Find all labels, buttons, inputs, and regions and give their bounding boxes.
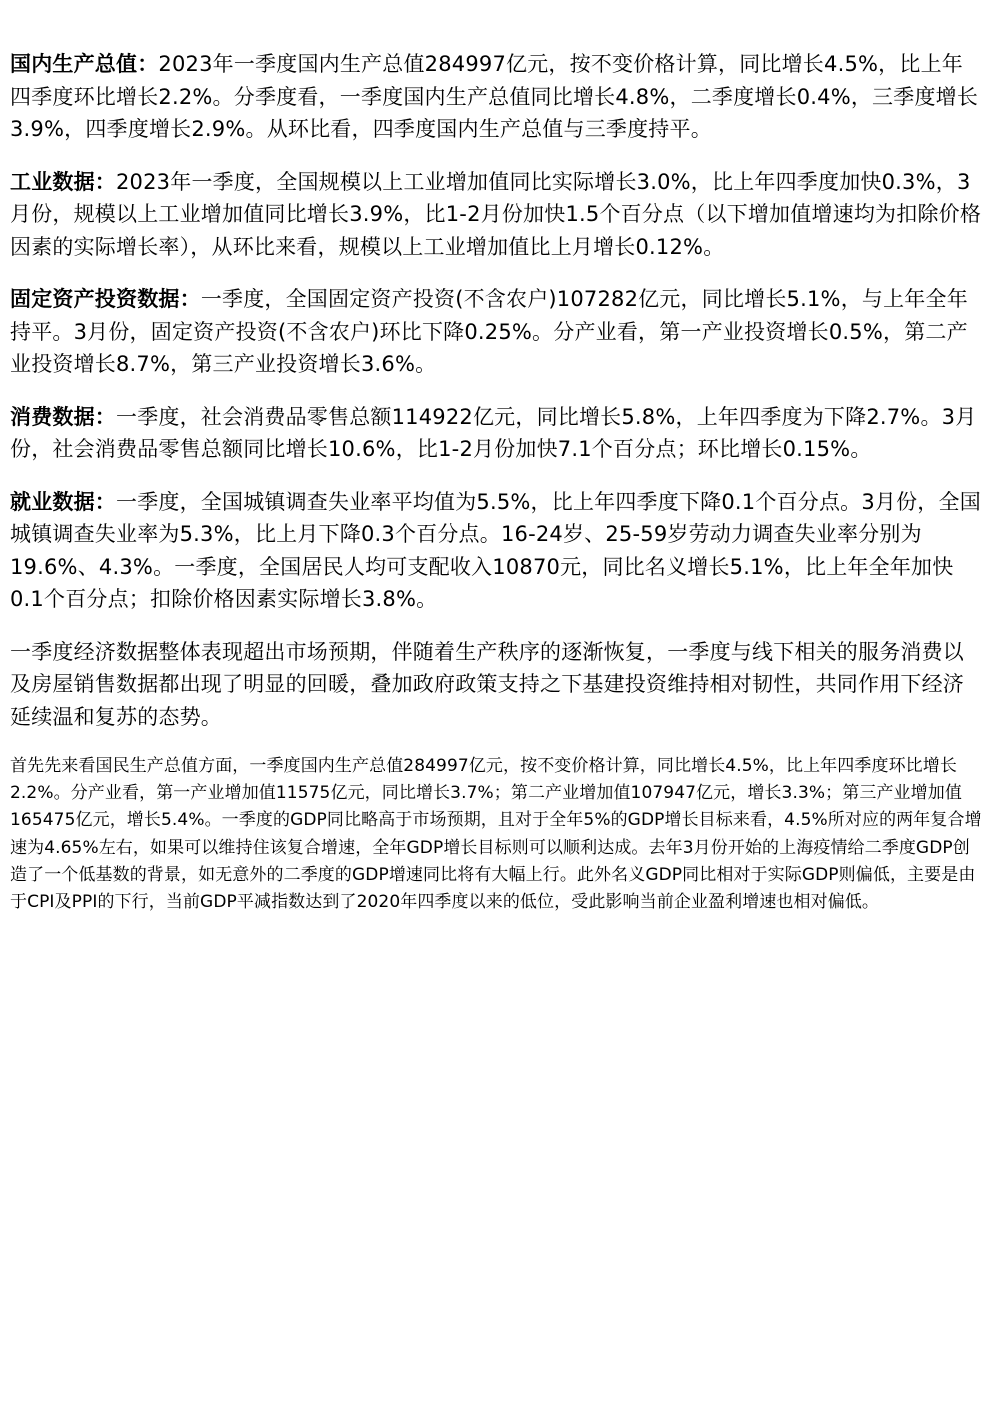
employment-section bbox=[10, 486, 982, 616]
section-text: 一季度，全国固定资产投资(不含农户)107282亿元，同比增长5.1%，与上年全年持平。3月份，固定资产投资(不含农户)环比下降0.25%。分产业看，第一产业投资增长0.5%，第二产业投资增长8.7%，第三产业投资增长3.6%。 bbox=[10, 287, 968, 376]
document-body bbox=[10, 48, 982, 916]
industry-section bbox=[10, 166, 982, 264]
section-text: 一季度，全国城镇调查失业率平均值为5.5%，比上年四季度下降0.1个百分点。3月份，全国城镇调查失业率为5.3%，比上月下降0.3个百分点。16-24岁、25-59岁劳动力调查失业率分别为19.6%、4.3%。一季度，全国居民人均可支配收入10870元，同比名义增长5.1%，比上年全年加快0.1个百分点；扣除价格因素实际增长3.8%。 bbox=[10, 489, 981, 611]
section-text: 一季度，社会消费品零售总额114922亿元，同比增长5.8%，上年四季度为下降2.7%。3月份，社会消费品零售总额同比增长10.6%，比1-2月份加快7.1个百分点；环比增长0.15%。 bbox=[10, 404, 977, 461]
section-label: 消费数据： bbox=[10, 404, 116, 429]
section-label: 固定资产投资数据： bbox=[10, 287, 201, 311]
summary-paragraph: 一季度经济数据整体表现超出市场预期，伴随着生产秩序的逐渐恢复，一季度与线下相关的服务消费以及房屋销售数据都出现了明显的回暖，叠加政府政策支持之下基建投资维持相对韧性，共同作用下经济延续温和复苏的态势。 bbox=[10, 639, 964, 729]
section-label: 就业数据： bbox=[10, 489, 116, 514]
gdp-section bbox=[10, 48, 982, 146]
fixed-asset-investment-section bbox=[10, 283, 982, 381]
gdp-detail-paragraph: 首先先来看国民生产总值方面，一季度国内生产总值284997亿元，按不变价格计算，同比增长4.5%，比上年四季度环比增长2.2%。分产业看，第一产业增加值11575亿元，同比增长3.7%；第二产业增加值107947亿元，增长3.3%；第三产业增加值165475亿元，增长5.4%。一季度的GDP同比略高于市场预期，且对于全年5%的GDP增长目标来看，4.5%所对应的两年复合增速为4.65%左右，如果可以维持住该复合增速，全年GDP增长目标则可以顺利达成。去年3月份开始的上海疫情给二季度GDP创造了一个低基数的背景，如无意外的二季度的GDP增速同比将有大幅上行。此外名义GDP同比相对于实际GDP则偏低，主要是由于CPI及PPI的下行，当前GDP平减指数达到了2020年四季度以来的低位，受此影响当前企业盈利增速也相对偏低。 bbox=[10, 756, 982, 913]
section-label: 国内生产总值： bbox=[10, 52, 159, 76]
section-text: 2023年一季度国内生产总值284997亿元，按不变价格计算，同比增长4.5%，比上年四季度环比增长2.2%。分季度看，一季度国内生产总值同比增长4.8%，二季度增长0.4%，三季度增长3.9%，四季度增长2.9%。从环比看，四季度国内生产总值与三季度持平。 bbox=[10, 52, 979, 141]
section-label: 工业数据： bbox=[10, 169, 116, 194]
section-text: 2023年一季度，全国规模以上工业增加值同比实际增长3.0%，比上年四季度加快0.3%，3月份，规模以上工业增加值同比增长3.9%，比1-2月份加快1.5个百分点（以下增加值增速均为扣除价格因素的实际增长率），从环比来看，规模以上工业增加值比上月增长0.12%。 bbox=[10, 169, 982, 259]
consumption-section bbox=[10, 401, 982, 466]
